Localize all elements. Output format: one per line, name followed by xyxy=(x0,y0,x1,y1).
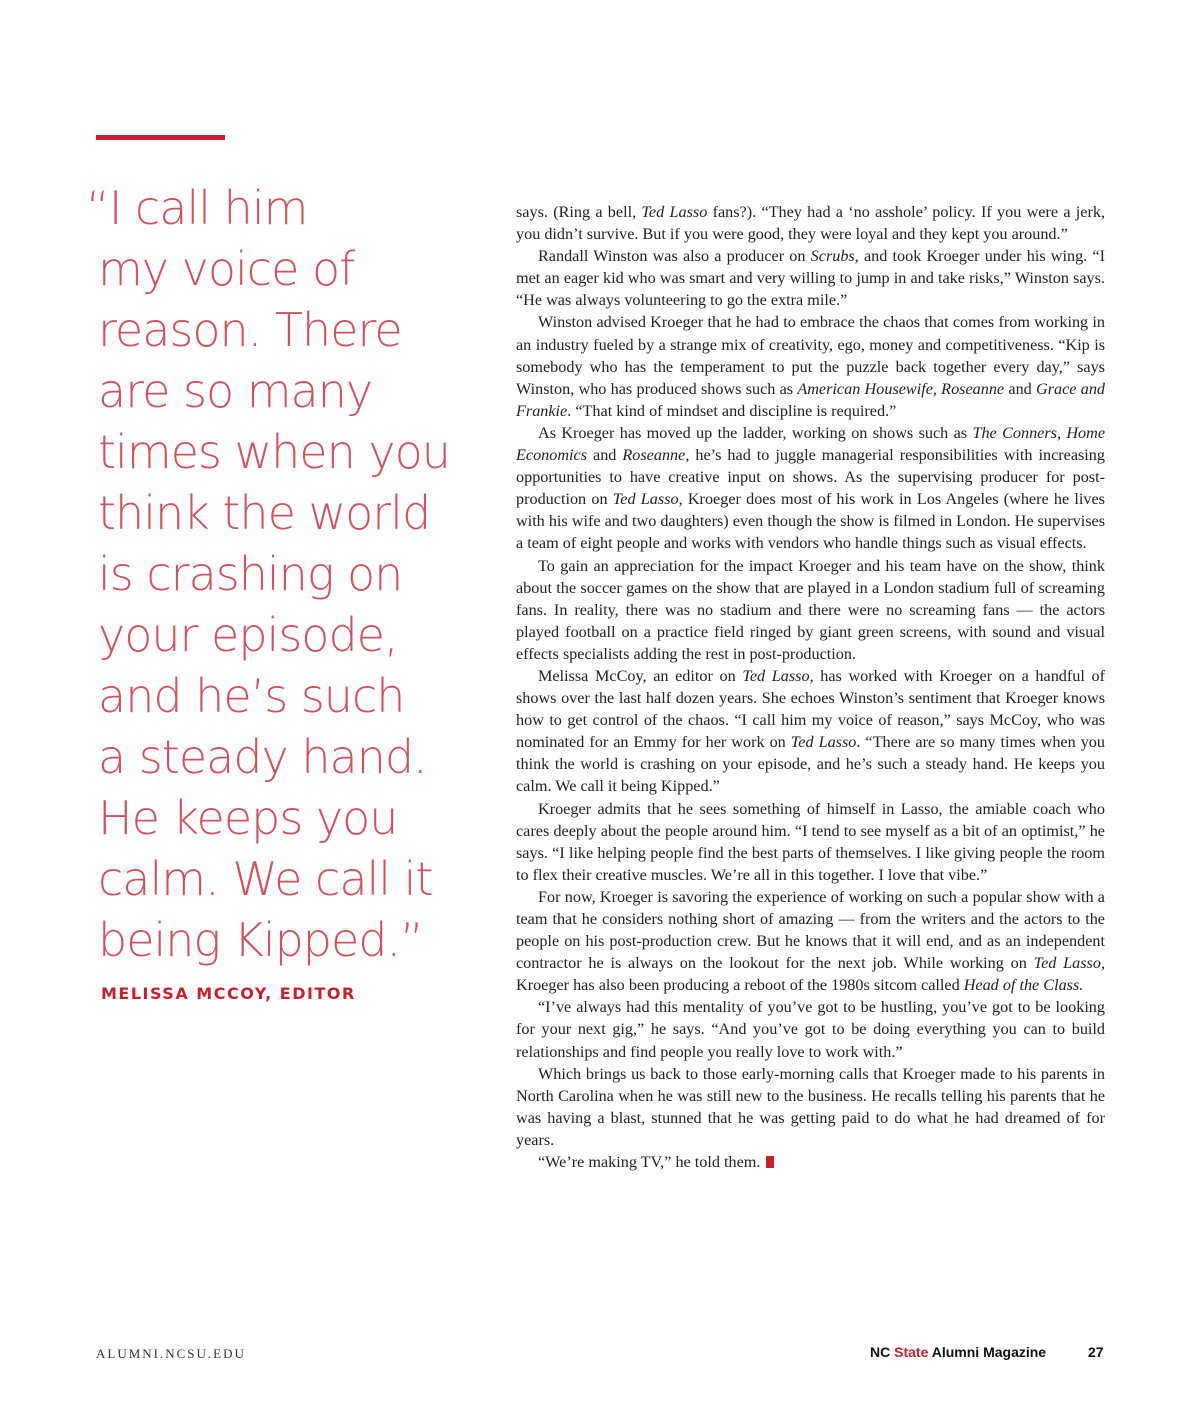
article-body xyxy=(516,201,1105,1173)
pull-quote-line: my voice of xyxy=(98,242,355,296)
text-run: Which brings us back to those early-morning calls that Kroeger made to his parents in North Carolina when he was still new to the business. He recalls telling his parents that he was having a blast, stunned that he was getting paid to do what he had dreamed of for years. xyxy=(516,1064,1105,1149)
pull-quote-line: calm. We call it xyxy=(98,852,433,906)
pull-quote-line: reason. There xyxy=(98,303,402,357)
text-run: “We’re making TV,” he told them. xyxy=(538,1153,761,1172)
pull-quote-line: times when you xyxy=(98,425,450,479)
italic-title: Ted Lasso xyxy=(790,733,857,752)
text-run: “I’ve always had this mentality of you’ve got to be hustling, you’ve got to be looking for your next gig,” he says. “And you’ve got to be doing everything you can to build relationships and find people you really love to work with.” xyxy=(516,998,1105,1061)
text-run: As Kroeger has moved up the ladder, working on shows such as xyxy=(538,423,973,442)
text-run: Kroeger admits that he sees something of himself in Lasso, the amiable coach who cares deeply about the people around him. “I tend to see myself as a bit of an optimist,” he says. “I like helping people find the best parts of themselves. I like giving people the room to flex their creative muscles. We’re all in this together. I love that vibe.” xyxy=(516,799,1105,884)
italic-title: American Housewife, Roseanne xyxy=(797,379,1005,398)
text-run: , has worked with Kroeger on a handful of shows over the last half dozen years. She echoes Winston’s sentiment that Kroeger knows how to get control of the chaos. “I call him my voice of reason,” says McCoy, who was nominated for an Emmy for her work on xyxy=(516,666,1105,752)
text-run: , Kroeger does most of his work in Los Angeles (where he lives with his wife and two daughters) even though the show is filmed in London. He supervises a team of eight people and works with vendors who handle things such as visual effects. xyxy=(516,490,1105,553)
article-paragraph xyxy=(516,665,1105,798)
text-run: To gain an appreciation for the impact Kroeger and his team have on the show, think about the soccer games on the show that are played in a London stadium full of screaming fans. In reality, there was no stadium and there were no screaming fans — the actors played football on a practice field ringed by giant green screens, with sound and visual effects specialists adding the rest in post-production. xyxy=(516,556,1105,663)
italic-title: Grace and Frankie xyxy=(516,379,1106,420)
text-run: says. (Ring a bell, xyxy=(516,203,642,221)
pull-quote-line: He keeps you xyxy=(98,791,398,845)
article-paragraph xyxy=(516,555,1105,665)
article-paragraph xyxy=(516,886,1105,996)
article-paragraph xyxy=(516,1063,1105,1151)
text-run: Winston advised Kroeger that he had to embrace the chaos that comes from working in an industry fueled by a strange mix of creativity, ego, money and competitiveness. “Kip is somebody who has the temperament to put the puzzle back together every day,” says Winston, who has produced shows such as xyxy=(516,313,1105,398)
pull-quote-line: “I call him xyxy=(86,181,308,235)
brand-nc: NC xyxy=(870,1344,891,1360)
article-paragraph xyxy=(516,798,1105,886)
article-paragraph xyxy=(516,422,1105,555)
pull-quote-line: your episode, xyxy=(98,608,398,662)
pull-quote-attribution: MELISSA MCCOY, EDITOR xyxy=(101,984,356,1003)
text-run: , he’s had to juggle managerial responsibilities with increasing opportunities to have creative input on shows. As the supervising producer for post-production on xyxy=(516,446,1105,509)
text-run: Randall Winston was also a producer on xyxy=(538,247,811,266)
accent-rule xyxy=(96,135,225,140)
brand-state: State xyxy=(894,1344,929,1360)
page-number: 27 xyxy=(1088,1344,1104,1360)
text-run: . “There are so many times when you think the world is crashing on your episode, and he’s such a steady hand. He keeps you calm. We call it being Kipped.” xyxy=(516,733,1105,796)
text-run: and xyxy=(587,446,623,465)
text-run: and took Kroeger under his wing. “I met an eager kid who was smart and very willing to jump in and take risks,” Winston says. “He was always volunteering to go the extra mile.” xyxy=(516,247,1105,310)
text-run: Melissa McCoy, an editor on xyxy=(538,666,743,685)
footer-url: ALUMNI.NCSU.EDU xyxy=(96,1346,246,1361)
pull-quote-line: a steady hand. xyxy=(98,730,427,784)
italic-title: The Conners, Home Economics xyxy=(516,423,1106,465)
text-run: For now, Kroeger is savoring the experience of working on such a popular show with a team that he considers nothing short of amazing — from the writers and the actors to the people on his post-production crew. But he knows that it will end, and as an independent contractor he is always on the lookout for the next job. While working on xyxy=(516,887,1105,973)
pull-quote-line: is crashing on xyxy=(98,547,403,601)
article-paragraph xyxy=(516,311,1105,421)
magazine-brand xyxy=(870,1344,1046,1360)
italic-title: Roseanne xyxy=(622,446,686,465)
text-run: and xyxy=(1004,379,1037,398)
pull-quote-line: being Kipped.” xyxy=(98,913,423,967)
article-paragraph xyxy=(516,245,1105,311)
article-paragraph xyxy=(516,201,1105,245)
italic-title: Ted Lasso xyxy=(742,666,810,685)
text-run: fans?). “They had a ‘no asshole’ policy. If you were a jerk, you didn’t survive. But if you were good, they were loyal and they kept you around.” xyxy=(516,203,1105,244)
pull-quote-line: are so many xyxy=(98,364,373,418)
article-paragraph xyxy=(516,996,1105,1062)
brand-name: Alumni Magazine xyxy=(931,1344,1047,1360)
italic-title: Scrubs, xyxy=(810,247,859,266)
italic-title: Head of the Class. xyxy=(963,976,1084,995)
pull-quote-line: think the world xyxy=(98,486,431,540)
text-run: Kroeger has also been producing a reboot of the 1980s sitcom called xyxy=(516,976,964,995)
italic-title: Ted Lasso xyxy=(641,203,708,221)
italic-title: Ted Lasso xyxy=(612,490,679,509)
italic-title: Ted Lasso, xyxy=(1033,954,1106,973)
end-mark xyxy=(766,1156,774,1168)
pull-quote-line: and he’s such xyxy=(98,669,405,723)
article-paragraph xyxy=(516,1151,1105,1173)
pull-quote xyxy=(86,178,486,971)
text-run: . “That kind of mindset and discipline is required.” xyxy=(567,401,897,420)
